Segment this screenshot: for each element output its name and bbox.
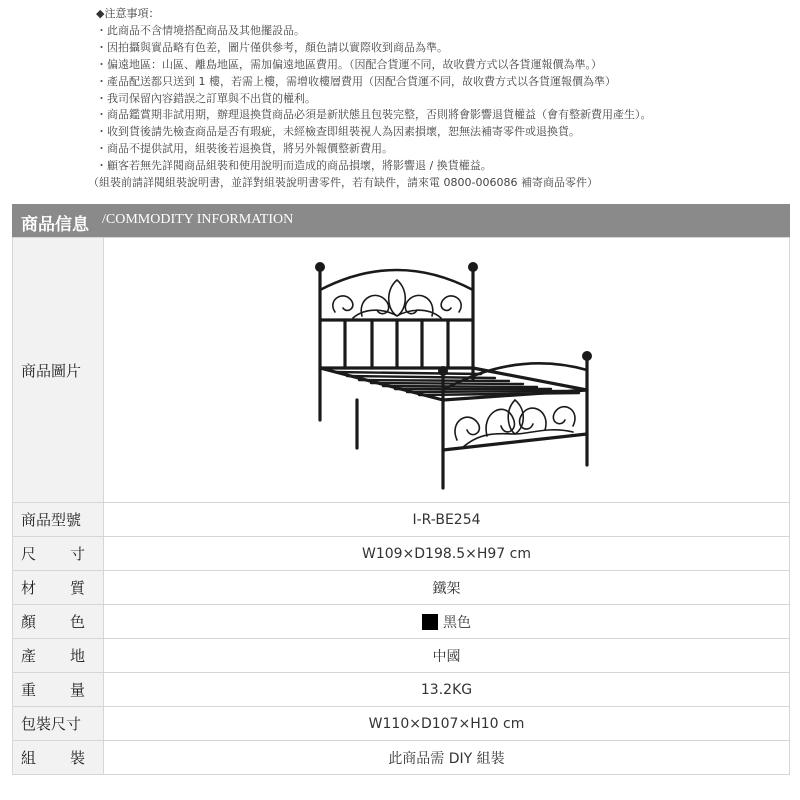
spec-row-model (13, 503, 790, 537)
spec-label-assembly-char: 裝 (69, 749, 85, 767)
spec-label-size-char: 尺 (21, 545, 37, 563)
spec-value-assembly: 此商品需 DIY 組裝 (104, 741, 790, 775)
spec-value-origin: 中國 (104, 639, 790, 673)
spec-row-origin (13, 639, 790, 673)
notice-item: ・商品鑑賞期非試用期，辦理退換貨商品必須是新狀態且包裝完整，否則將會影響退貨權益（會有整新費用產生）。 (96, 108, 652, 122)
notice-item: ・產品配送都只送到 1 樓，若需上樓，需增收樓層費用（因配合貨運不同，故收費方式以各貨運報價為準） (96, 74, 616, 88)
notice-item: ・偏遠地區：山區、離島地區，需加偏遠地區費用。（因配合貨運不同，故收費方式以各貨運報價為準。） (96, 57, 602, 71)
spec-row-weight (13, 673, 790, 707)
spec-label-model: 商品型號 (13, 503, 104, 537)
spec-value-material: 鐵架 (104, 571, 790, 605)
spec-label-weight (13, 673, 104, 707)
spec-label-material-char: 材 (21, 579, 37, 597)
notice-item: ・商品不提供試用，組裝後若退換貨，將另外報價整新費用。 (96, 142, 393, 156)
spec-label-size-char: 寸 (69, 545, 85, 563)
spec-value-color (104, 605, 790, 639)
spec-value-package-size: W110×D107×H10 cm (104, 707, 790, 741)
bed-frame-image (257, 250, 637, 490)
spec-row-material (13, 571, 790, 605)
spec-label-size (13, 537, 104, 571)
spec-row-size (13, 537, 790, 571)
assembly-notice: （組裝前請詳閱組裝說明書，並詳對組裝說明書零件，若有缺件，請來電 0800-006086 補寄商品零件） (88, 176, 598, 190)
spec-label-origin (13, 639, 104, 673)
spec-value-size: W109×D198.5×H97 cm (104, 537, 790, 571)
color-name: 黑色 (443, 614, 471, 631)
spec-table (12, 237, 790, 775)
product-image-cell (104, 238, 790, 503)
spec-row-package-size (13, 707, 790, 741)
spec-label-origin-char: 地 (69, 647, 85, 665)
notice-section (88, 6, 786, 192)
notice-item: ・此商品不含情境搭配商品及其他擺設品。 (96, 23, 305, 37)
spec-label-color-char: 色 (69, 613, 85, 631)
spec-row-assembly (13, 741, 790, 775)
notice-item: ・收到貨後請先檢查商品是否有瑕疵，未經檢查即組裝視人為因素損壞，恕無法補寄零件或退換貨。 (96, 125, 580, 139)
spec-row-color (13, 605, 790, 639)
spec-label-origin-char: 產 (21, 647, 37, 665)
spec-label-material-char: 質 (69, 579, 85, 597)
section-title: 商品信息 (21, 215, 89, 235)
spec-row-image (13, 238, 790, 503)
commodity-info-header (12, 204, 790, 237)
spec-label-image: 商品圖片 (13, 238, 104, 503)
spec-label-color (13, 605, 104, 639)
notice-item: ・我司保留內容錯誤之訂單與不出貨的權利。 (96, 91, 316, 105)
spec-label-color-char: 顏 (21, 613, 37, 631)
spec-label-package-size: 包裝尺寸 (13, 707, 104, 741)
spec-label-assembly (13, 741, 104, 775)
notice-item: ・因拍攝與實品略有色差，圖片僅供參考，顏色請以實際收到商品為準。 (96, 40, 448, 54)
spec-label-material (13, 571, 104, 605)
spec-label-weight-char: 量 (69, 681, 85, 699)
spec-value-weight: 13.2KG (104, 673, 790, 707)
spec-label-assembly-char: 組 (21, 749, 37, 767)
spec-label-weight-char: 重 (21, 681, 37, 699)
spec-value-model: I-R-BE254 (104, 503, 790, 537)
notice-heading: ◆注意事項： (96, 7, 160, 20)
color-swatch (422, 614, 438, 630)
section-title-en: /COMMODITY INFORMATION (102, 212, 294, 227)
notice-item: ・顧客若無先詳閱商品組裝和使用說明而造成的商品損壞，將影響退 / 換貨權益。 (96, 159, 492, 173)
